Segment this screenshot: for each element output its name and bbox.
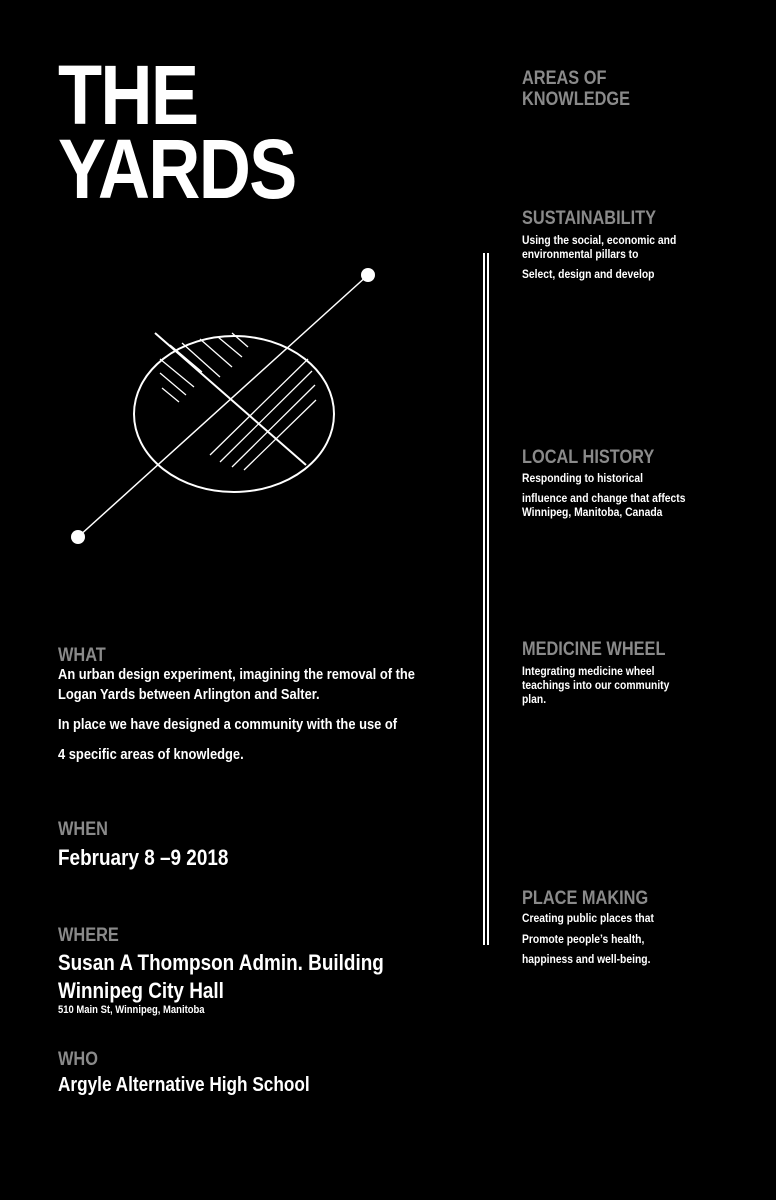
area-line: plan. <box>522 692 547 706</box>
poster-title <box>58 48 296 216</box>
area-line: influence and change that affects <box>522 491 686 505</box>
vertical-divider <box>483 253 489 945</box>
area-title: LOCAL HISTORY <box>522 447 655 468</box>
area-place-making <box>522 888 669 966</box>
when-value: February 8 –9 2018 <box>58 845 229 870</box>
area-line: happiness and well-being. <box>522 952 651 966</box>
area-line: Winnipeg, Manitoba, Canada <box>522 505 663 519</box>
area-line: Creating public places that <box>522 911 654 925</box>
title-line-1: THE <box>58 48 198 142</box>
what-line-2: Logan Yards between Arlington and Salter. <box>58 686 320 703</box>
where-address: 510 Main St, Winnipeg, Manitoba <box>58 1004 205 1016</box>
who-label: WHO <box>58 1049 98 1070</box>
area-line: Using the social, economic and <box>522 233 677 247</box>
area-title: PLACE MAKING <box>522 888 649 909</box>
where-building: Susan A Thompson Admin. Building <box>58 950 384 975</box>
when-label: WHEN <box>58 819 108 840</box>
area-title: MEDICINE WHEEL <box>522 639 666 660</box>
area-line: Promote people’s health, <box>522 932 645 946</box>
areas-heading-line-1: AREAS OF <box>522 68 607 89</box>
what-line-4: 4 specific areas of knowledge. <box>58 746 244 763</box>
area-local-history <box>522 447 686 519</box>
area-sustainability <box>522 208 678 281</box>
area-line: Integrating medicine wheel <box>522 664 655 678</box>
where-city-hall: Winnipeg City Hall <box>58 978 224 1003</box>
where-label: WHERE <box>58 925 119 946</box>
what-label: WHAT <box>58 645 106 666</box>
area-line: environmental pillars to <box>522 247 639 261</box>
what-line-3: In place we have designed a community with the use of <box>58 716 398 733</box>
areas-heading-line-2: KNOWLEDGE <box>522 89 631 110</box>
title-line-2: YARDS <box>58 122 296 216</box>
who-value: Argyle Alternative High School <box>58 1074 310 1096</box>
areas-heading <box>522 68 630 110</box>
area-line: Select, design and develop <box>522 267 655 281</box>
crossed-circle-emblem-icon <box>60 255 390 555</box>
area-line: Responding to historical <box>522 471 643 485</box>
area-line: teachings into our community <box>522 678 670 692</box>
what-line-1: An urban design experiment, imagining the removal of the <box>58 666 415 683</box>
area-medicine-wheel <box>522 639 689 706</box>
area-title: SUSTAINABILITY <box>522 208 657 229</box>
